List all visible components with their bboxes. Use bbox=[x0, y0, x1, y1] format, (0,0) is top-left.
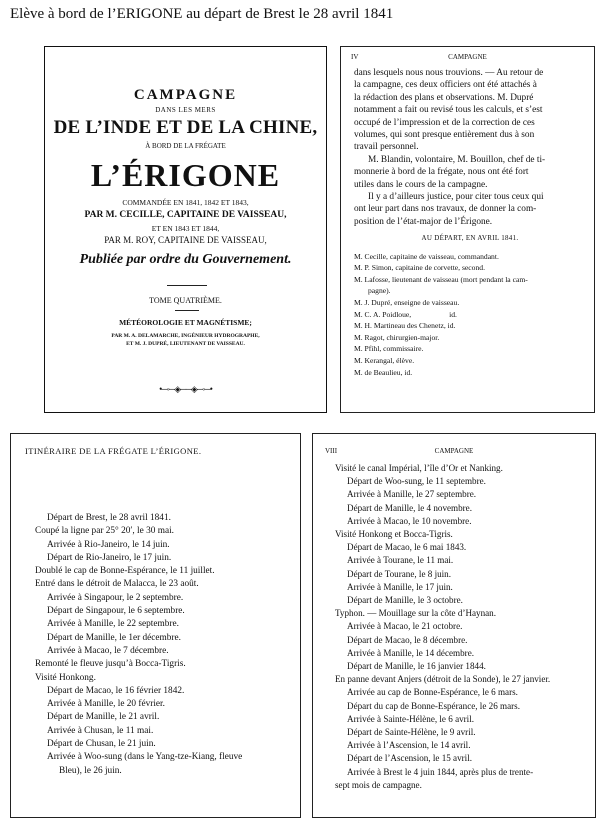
text-line: M. P. Simon, capitaine de corvette, second. bbox=[354, 263, 485, 273]
text-line: Arrivée à Manille, le 20 février. bbox=[47, 699, 165, 710]
itinerary-text bbox=[25, 512, 295, 778]
text-line: Arrivée à Brest le 4 juin 1844, après plus de trente- bbox=[347, 766, 534, 777]
title-line: PAR M. ROY, CAPITAINE DE VAISSEAU, bbox=[104, 235, 267, 245]
title-line: DE L’INDE ET DE LA CHINE, bbox=[53, 117, 318, 138]
text-line: M. J. Dupré, enseigne de vaisseau. bbox=[354, 298, 460, 308]
title-line: À BORD DE LA FRÉGATE bbox=[145, 142, 226, 150]
itinerary-header: ITINÉRAIRE DE LA FRÉGATE L’ÉRIGONE. bbox=[25, 446, 202, 456]
folio: VIII bbox=[325, 447, 338, 455]
text-line: Arrivée à Macao, le 7 décembre. bbox=[47, 645, 169, 656]
text-line: la rédaction des plans et observations. M. Dupré bbox=[354, 92, 534, 103]
text-line: Visité Honkong et Bocca-Tigris. bbox=[335, 529, 453, 540]
text-line: M. de Beaulieu, id. bbox=[354, 367, 413, 377]
text-line: Arrivée à Macao, le 10 novembre. bbox=[347, 515, 472, 526]
text-line: Départ de Woo-sung, le 11 septembre. bbox=[347, 476, 486, 487]
title-line: ET EN 1843 ET 1844, bbox=[151, 224, 220, 233]
text-line: Départ de Chusan, le 21 juin. bbox=[47, 739, 156, 750]
text-line: Départ de Manille, le 21 avril. bbox=[47, 712, 160, 723]
divider bbox=[167, 285, 207, 286]
text-line: Départ de Macao, le 8 décembre. bbox=[347, 634, 468, 645]
text-line: Arrivée à Macao, le 21 octobre. bbox=[347, 621, 463, 632]
text-line: Départ de l’Ascension, le 15 avril. bbox=[347, 753, 472, 764]
text-line: Arrivée à Sainte-Hélène, le 6 avril. bbox=[347, 713, 475, 724]
ornament-icon: •─◦─◈──◈─◦─• bbox=[159, 384, 212, 394]
text-line: Arrivée à Rio-Janeiro, le 14 juin. bbox=[47, 539, 170, 550]
text-line: Départ de Rio-Janeiro, le 17 juin. bbox=[47, 552, 172, 563]
text-line: M. Blandin, volontaire, M. Bouillon, chef de ti- bbox=[368, 154, 546, 165]
text-line: Arrivée au cap de Bonne-Espérance, le 6 mars. bbox=[347, 687, 518, 698]
text-line: Départ de Manille, le 4 novembre. bbox=[347, 502, 472, 513]
text-line: Départ de Tourane, le 8 juin. bbox=[347, 568, 451, 579]
text-line: Départ de Sainte-Hélène, le 9 avril. bbox=[347, 727, 476, 738]
text-line: Visité Honkong. bbox=[35, 672, 96, 683]
text-line: la campagne, ces deux officiers ont été attachés à bbox=[354, 80, 537, 91]
text-line: Visité le canal Impérial, l’île d’Or et Nanking. bbox=[335, 463, 503, 473]
text-line: Départ de Singapour, le 6 septembre. bbox=[47, 606, 185, 617]
text-line: ont leur part dans nos travaux, de donner la com- bbox=[354, 204, 537, 215]
text-line: Départ de Manille, le 16 janvier 1844. bbox=[347, 661, 486, 672]
divider bbox=[175, 310, 199, 311]
text-line: Départ de Macao, le 16 février 1842. bbox=[47, 685, 185, 696]
text-line: Départ du cap de Bonne-Espérance, le 26 mars. bbox=[347, 700, 520, 711]
text-line: M. Kerangal, élève. bbox=[354, 356, 415, 366]
text-line: Entré dans le détroit de Malacca, le 23 août. bbox=[35, 579, 199, 590]
folio: IV bbox=[351, 53, 359, 61]
text-line: M. Pfihl, commissaire. bbox=[354, 344, 424, 354]
page-iv-text bbox=[354, 67, 586, 378]
text-line: M. Cecille, capitaine de vaisseau, commandant. bbox=[354, 251, 499, 261]
text-line: M. Ragot, chirurgien-major. bbox=[354, 332, 440, 342]
text-line: travail personnel. bbox=[354, 142, 419, 153]
itinerary-panel bbox=[10, 433, 301, 818]
title-line: ET M. J. DUPRÉ, LIEUTENANT DE VAISSEAU. bbox=[126, 341, 245, 347]
page-viii-text bbox=[327, 462, 591, 792]
text-line: M. Lafosse, lieutenant de vaisseau (mort pendant la cam- bbox=[354, 274, 528, 284]
text-line: pagne). bbox=[368, 286, 391, 296]
text-line: Départ de Manille, le 3 octobre. bbox=[347, 595, 463, 606]
text-line: Remonté le fleuve jusqu’à Bocca-Tigris. bbox=[35, 659, 186, 670]
text-line: Arrivée à Tourane, le 11 mai. bbox=[347, 555, 454, 566]
text-line: M. H. Martineau des Chenetz, id. bbox=[354, 321, 456, 331]
image-caption: Elève à bord de l’ERIGONE au départ de Brest le 28 avril 1841 bbox=[10, 6, 394, 22]
title-line: DANS LES MERS bbox=[155, 106, 216, 114]
text-line: Coupé la ligne par 25° 20′, le 30 mai. bbox=[35, 526, 174, 537]
volume-label: TOME QUATRIÈME. bbox=[149, 296, 222, 305]
text-line: Départ de Macao, le 6 mai 1843. bbox=[347, 542, 467, 553]
text-line: Arrivée à Manille, le 14 décembre. bbox=[347, 647, 475, 658]
text-line: monnerie à bord de la frégate, nous ont été fort bbox=[354, 167, 529, 178]
text-line: sept mois de campagne. bbox=[335, 779, 422, 790]
text-line: Typhon. — Mouillage sur la côte d’Haynan. bbox=[335, 608, 496, 619]
title-page-panel bbox=[44, 46, 327, 413]
title-line: CAMPAGNE bbox=[133, 87, 238, 103]
text-line: utiles dans le cours de la campagne. bbox=[354, 179, 488, 190]
text-line: Arrivée à Woo-sung (dans le Yang-tze-Kiang, fleuve bbox=[47, 752, 243, 763]
running-header: CAMPAGNE bbox=[448, 53, 487, 61]
title-line: MÉTÉOROLOGIE ET MAGNÉTISME; bbox=[119, 318, 252, 327]
title-line: COMMANDÉE EN 1841, 1842 ET 1843, bbox=[122, 198, 249, 207]
text-line: Arrivée à Singapour, le 2 septembre. bbox=[47, 592, 184, 603]
text-line: Arrivée à Manille, le 22 septembre. bbox=[47, 619, 179, 630]
text-line: En panne devant Anjers (détroit de la Sonde), le 27 janvier. bbox=[335, 674, 551, 685]
text-line: Arrivée à l’Ascension, le 14 avril. bbox=[347, 740, 471, 751]
page-iv-panel bbox=[340, 46, 595, 413]
title-line: PAR M. A. DELAMARCHE, INGÉNIEUR HYDROGRAPHE, bbox=[111, 333, 260, 339]
text-line: volumes, qui sont presque entièrement dus à son bbox=[354, 130, 535, 141]
text-line: Départ de Brest, le 28 avril 1841. bbox=[47, 513, 171, 523]
text-line: Arrivée à Manille, le 17 juin. bbox=[347, 581, 453, 592]
text-line: Départ de Manille, le 1er décembre. bbox=[47, 632, 181, 643]
text-line: Arrivée à Chusan, le 11 mai. bbox=[47, 725, 154, 736]
page-viii-panel bbox=[312, 433, 596, 818]
title-line: PAR M. CECILLE, CAPITAINE DE VAISSEAU, bbox=[84, 210, 287, 220]
text-line: notamment a fait ou revisé tous les calculs, et s’est bbox=[354, 105, 543, 116]
ship-name: L’ÉRIGONE bbox=[90, 157, 281, 193]
text-line: Il y a d’ailleurs justice, pour citer tous ceux qui bbox=[368, 192, 544, 203]
running-header: CAMPAGNE bbox=[434, 447, 474, 455]
text-line: dans lesquels nous nous trouvions. — Au retour de bbox=[354, 68, 544, 78]
text-line: occupé de l’impression et de la correction de ces bbox=[354, 117, 535, 128]
text-line: M. C. A. Poidloue, id. bbox=[354, 309, 457, 319]
text-line: Bleu), le 26 juin. bbox=[59, 765, 122, 776]
text-line: Arrivée à Manille, le 27 septembre. bbox=[347, 489, 477, 500]
title-line: Publiée par ordre du Gouvernement. bbox=[79, 252, 292, 267]
text-line: Doublé le cap de Bonne-Espérance, le 11 juillet. bbox=[35, 566, 215, 577]
text-line: position de l’état-major de l’Érigone. bbox=[354, 216, 493, 227]
subheading: AU DÉPART, EN AVRIL 1841. bbox=[421, 234, 519, 243]
